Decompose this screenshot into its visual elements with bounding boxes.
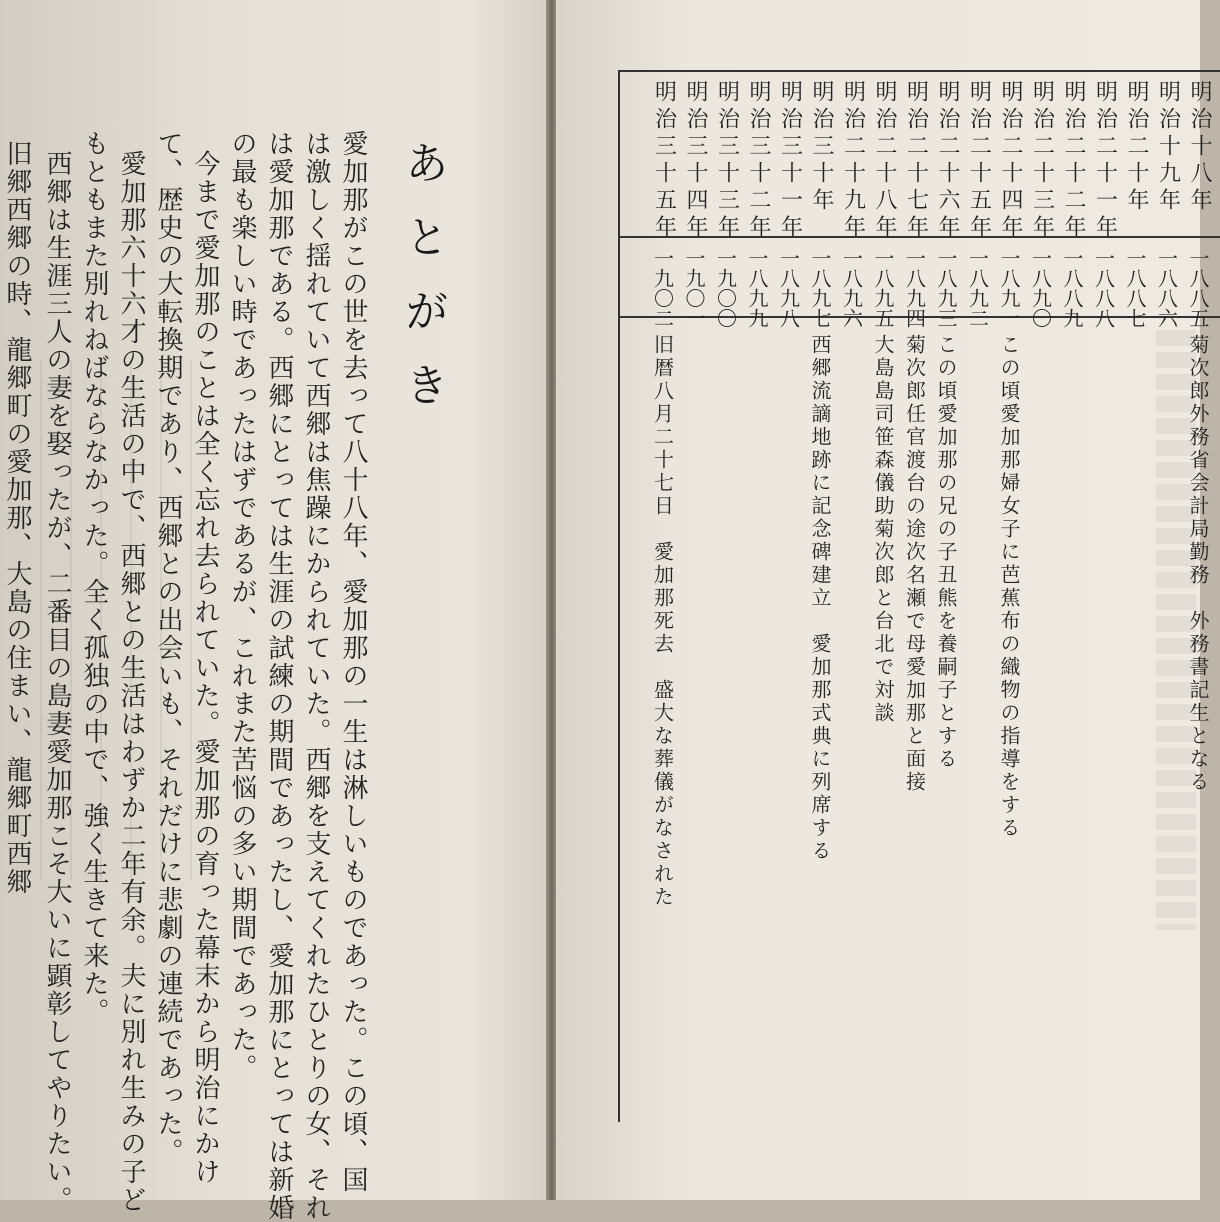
chronology-event: 大島島司笹森儀助菊次郎と台北で対談: [871, 334, 895, 725]
chronology-era: 明治二十八年: [872, 80, 897, 242]
chronology-event: 菊次郎任官渡台の途次名瀬で母愛加那と面接: [902, 334, 927, 794]
afterword-column-6: て、歴史の大転換期であり、西郷との出会いも、それだけに悲劇の連続であった。: [153, 130, 183, 1166]
chronology-year: 一八八五: [1186, 248, 1210, 328]
chronology-era: 明治三十三年: [714, 80, 740, 242]
left-page: [0, 0, 548, 1222]
chronology-year: 一八九五: [871, 248, 895, 328]
chronology-year: 一八九二: [965, 248, 990, 328]
afterword-column-4: の最も楽しい時であったはずであるが、これまた苦悩の多い期間であった。: [227, 130, 257, 1082]
afterword-column-2: は激しく揺れていて西郷は焦躁にかられていた。西郷を支えてくれたひとりの女、それ: [301, 130, 331, 1222]
chronology-year: 一八九八: [776, 248, 801, 328]
chronology-year: 一九〇〇: [713, 248, 738, 328]
chronology-event: 菊次郎外務省会計局勤務 外務書記生となる: [1186, 334, 1210, 794]
chronology-event: 西郷流謫地跡に記念碑建立 愛加那式典に列席する: [808, 334, 832, 863]
chronology-year: 一八八九: [1060, 248, 1084, 328]
afterword-title: あとがき: [397, 140, 448, 436]
chronology-era: 明治十九年: [1155, 80, 1181, 215]
chronology-era: 明治三十一年: [777, 80, 803, 242]
chronology-event: 旧暦八月二十七日 愛加那死去 盛大な葬儀がなされた: [650, 334, 675, 909]
chronology-era: 明治十八年: [1187, 80, 1212, 215]
chronology-era: 明治二十七年: [903, 80, 929, 242]
chronology-era: 明治三十四年: [683, 80, 708, 242]
chronology-era: 明治二十二年: [1061, 80, 1086, 242]
right-page: [556, 0, 1212, 1200]
chronology-year: 一八九四: [902, 248, 927, 328]
chronology-era: 明治二十六年: [935, 80, 960, 242]
afterword-column-3: は愛加那である。西郷にとっては生涯の試練の期間であったし、愛加那にとっては新婚: [264, 130, 294, 1222]
chronology-era: 明治三十五年: [651, 80, 677, 242]
chronology-year: 一八九七: [808, 248, 832, 328]
afterword-column-1: 愛加那がこの世を去って八十八年、愛加那の一生は淋しいものであった。この頃、国: [338, 130, 368, 1194]
chronology-event: この頃愛加那婦女子に芭蕉布の織物の指導をする: [997, 334, 1021, 840]
chronology-era: 明治二十九年: [840, 80, 866, 242]
chronology-event: この頃愛加那の兄の子丑熊を養嗣子とする: [934, 334, 958, 771]
chronology-era: 明治二十三年: [1029, 80, 1055, 242]
chronology-year: 一八九一: [997, 248, 1021, 328]
afterword-column-9: 西郷は生涯三人の妻を娶ったが、二番目の島妻愛加那こそ大いに顕彰してやりたい。: [42, 150, 72, 1214]
chronology-year: 一八八六: [1154, 248, 1179, 328]
chronology-era: 明治二十五年: [966, 80, 992, 242]
chronology-era: 明治三十二年: [746, 80, 771, 242]
chronology-table: [618, 70, 1220, 1122]
chronology-year: 一八九九: [745, 248, 769, 328]
chronology-era: 明治二十年: [1124, 80, 1149, 215]
afterword-column-7: 愛加那六十六才の生活の中で、西郷との生活はわずか二年有余。夫に別れ生みの子ど: [116, 150, 146, 1214]
chronology-year: 一八八七: [1123, 248, 1147, 328]
chronology-year: 一九〇二: [650, 248, 675, 328]
chronology-era: 明治二十四年: [998, 80, 1023, 242]
chronology-year: 一九〇一: [682, 248, 706, 328]
chronology-year: 一八八八: [1091, 248, 1116, 328]
chronology-year: 一八九三: [934, 248, 958, 328]
chronology-year: 一八九〇: [1028, 248, 1053, 328]
chronology-era: 明治二十一年: [1092, 80, 1118, 242]
afterword-column-10: 旧郷西郷の時、龍郷町の愛加那、大島の住まい、龍郷町西郷: [2, 140, 32, 896]
afterword-column-8: もともまた別れねばならなかった。全く孤独の中で、強く生きて来た。: [79, 130, 109, 1026]
chronology-era: 明治三十年: [809, 80, 834, 215]
chronology-year: 一八九六: [839, 248, 864, 328]
afterword-column-5: 今まで愛加那のことは全く忘れ去られていた。愛加那の育った幕末から明治にかけ: [190, 150, 220, 1186]
